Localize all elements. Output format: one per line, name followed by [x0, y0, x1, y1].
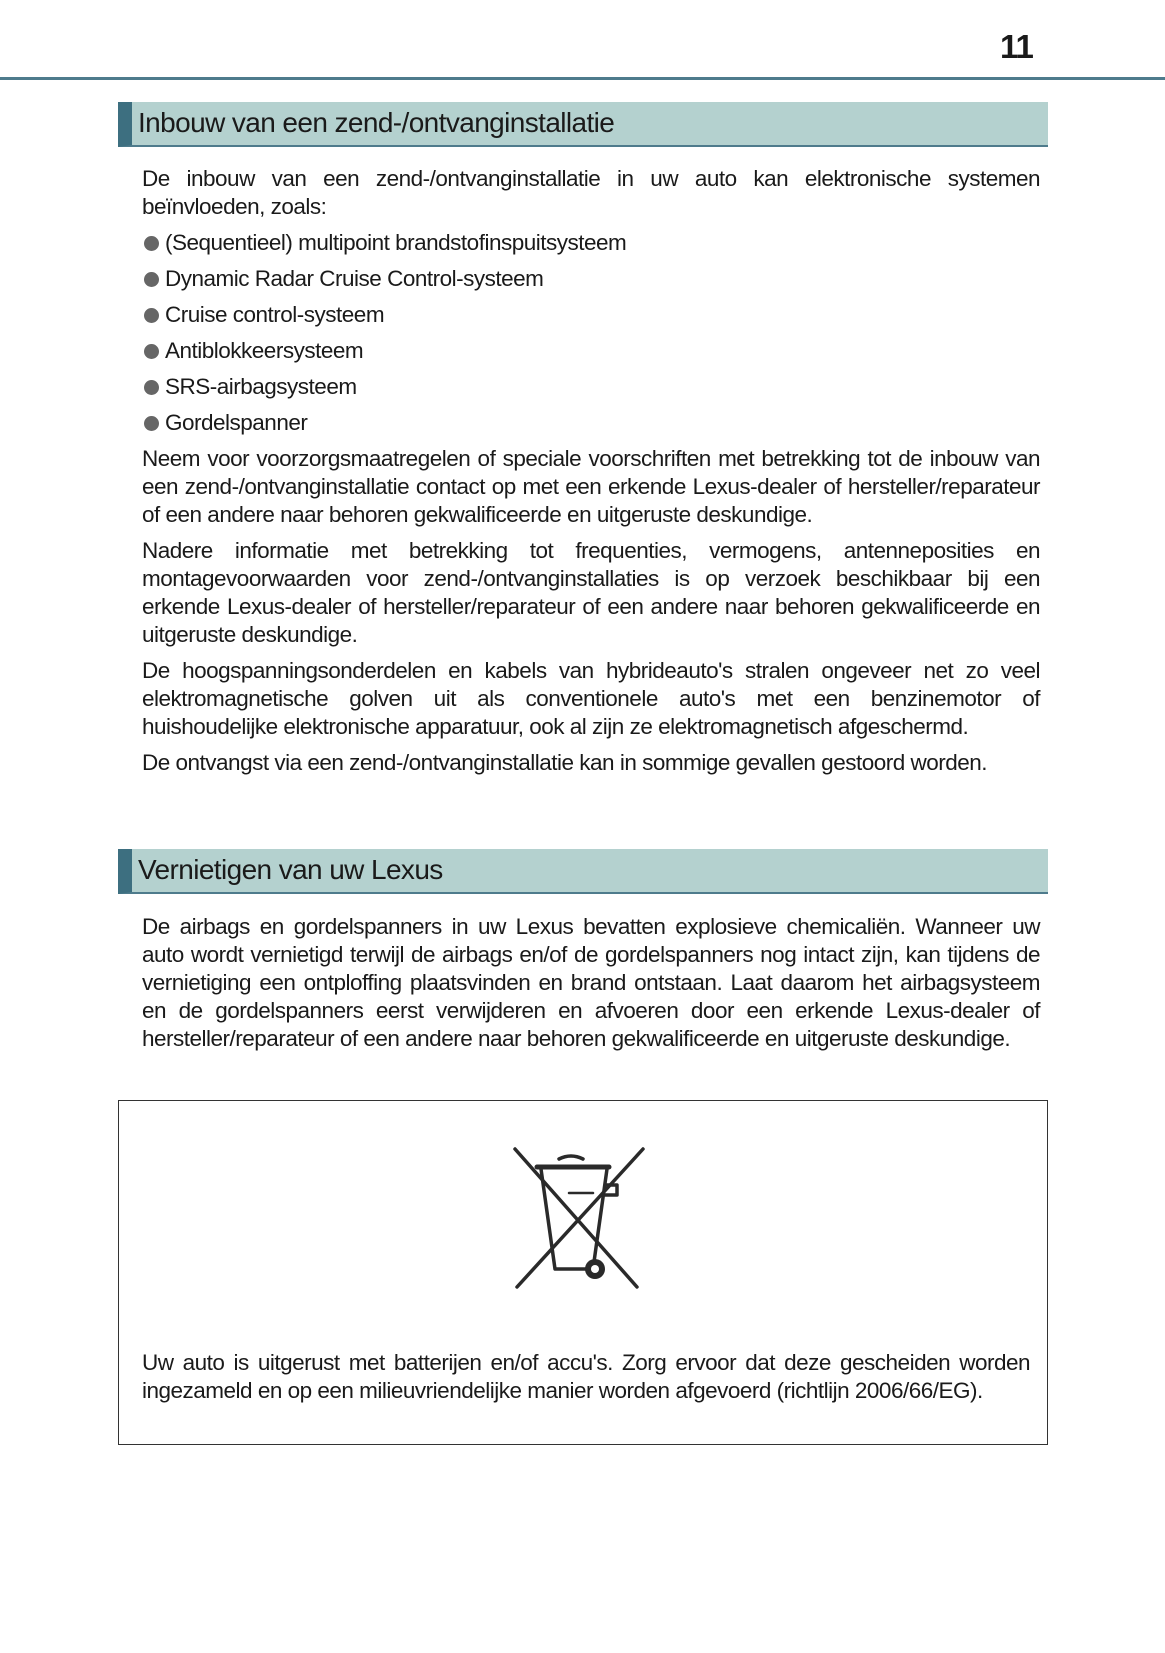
- list-item: Cruise control-systeem: [142, 301, 1040, 329]
- section-body-vehicle-disposal: [142, 913, 1040, 1061]
- list-item: SRS-airbagsysteem: [142, 373, 1040, 401]
- affected-systems-list: [142, 229, 1040, 437]
- recycling-notice-text: Uw auto is uitgerust met batterijen en/of accu's. Zorg ervoor dat deze gescheiden worden ingezameld en op een milieuvriendelijke manier worden afgevoerd (richtlijn 2006/66/EG).: [142, 1350, 1030, 1403]
- section-header-radio-installation: [118, 102, 1048, 147]
- body-paragraph: Neem voor voorzorgsmaatregelen of speciale voorschriften met betrekking tot de inbouw van een zend-/ontvanginstallatie contact op met een erkende Lexus-dealer of hersteller/reparateur of een andere naar behoren gekwalificeerde en uitgeruste deskundige.: [142, 446, 1040, 527]
- intro-paragraph: De inbouw van een zend-/ontvanginstallatie in uw auto kan elektronische systemen beïnvloeden, zoals:: [142, 166, 1040, 219]
- bullet-icon: [144, 308, 159, 323]
- body-paragraph: Nadere informatie met betrekking tot frequenties, vermogens, antenneposities en montagevoorwaarden voor zend-/ontvanginstallaties is op verzoek beschikbaar bij een erkende Lexus-dealer of hersteller/reparateur of een andere naar behoren gekwalificeerde en uitgeruste deskundige.: [142, 538, 1040, 647]
- bullet-icon: [144, 344, 159, 359]
- bullet-icon: [144, 236, 159, 251]
- top-rule: [0, 77, 1165, 80]
- recycling-notice-box: [118, 1100, 1048, 1445]
- body-paragraph: De ontvangst via een zend-/ontvanginstallatie kan in sommige gevallen gestoord worden.: [142, 750, 988, 775]
- section-header-vehicle-disposal: [118, 849, 1048, 894]
- list-item: Antiblokkeersysteem: [142, 337, 1040, 365]
- list-item: Dynamic Radar Cruise Control-systeem: [142, 265, 1040, 293]
- body-paragraph: De hoogspanningsonderdelen en kabels van hybrideauto's stralen ongeveer net zo veel elektromagnetische golven uit als conventionele auto's met een benzinemotor of huishoudelijke elektronische apparatuur, ook al zijn ze elektromagnetisch afgeschermd.: [142, 658, 1040, 739]
- bullet-icon: [144, 416, 159, 431]
- section-body-radio-installation: [142, 165, 1040, 785]
- section-title: Vernietigen van uw Lexus: [138, 854, 443, 885]
- list-item: Gordelspanner: [142, 409, 1040, 437]
- page-number: 11: [1000, 28, 1033, 65]
- bullet-icon: [144, 380, 159, 395]
- crossed-out-wheelie-bin-icon: [509, 1145, 649, 1291]
- section-title: Inbouw van een zend-/ontvanginstallatie: [138, 107, 615, 138]
- bullet-icon: [144, 272, 159, 287]
- list-item: (Sequentieel) multipoint brandstofinspuitsysteem: [142, 229, 1040, 257]
- body-paragraph: De airbags en gordelspanners in uw Lexus bevatten explosieve chemicaliën. Wanneer uw auto wordt vernietigd terwijl de airbags en/of de gordelspanners nog intact zijn, kan tijdens de vernietiging een ontploffing plaatsvinden en brand ontstaan. Laat daarom het airbagsysteem en de gordelspanners eerst verwijderen en afvoeren door een erkende Lexus-dealer of hersteller/reparateur of een andere naar behoren gekwalificeerde en uitgeruste deskundige.: [142, 914, 1040, 1051]
